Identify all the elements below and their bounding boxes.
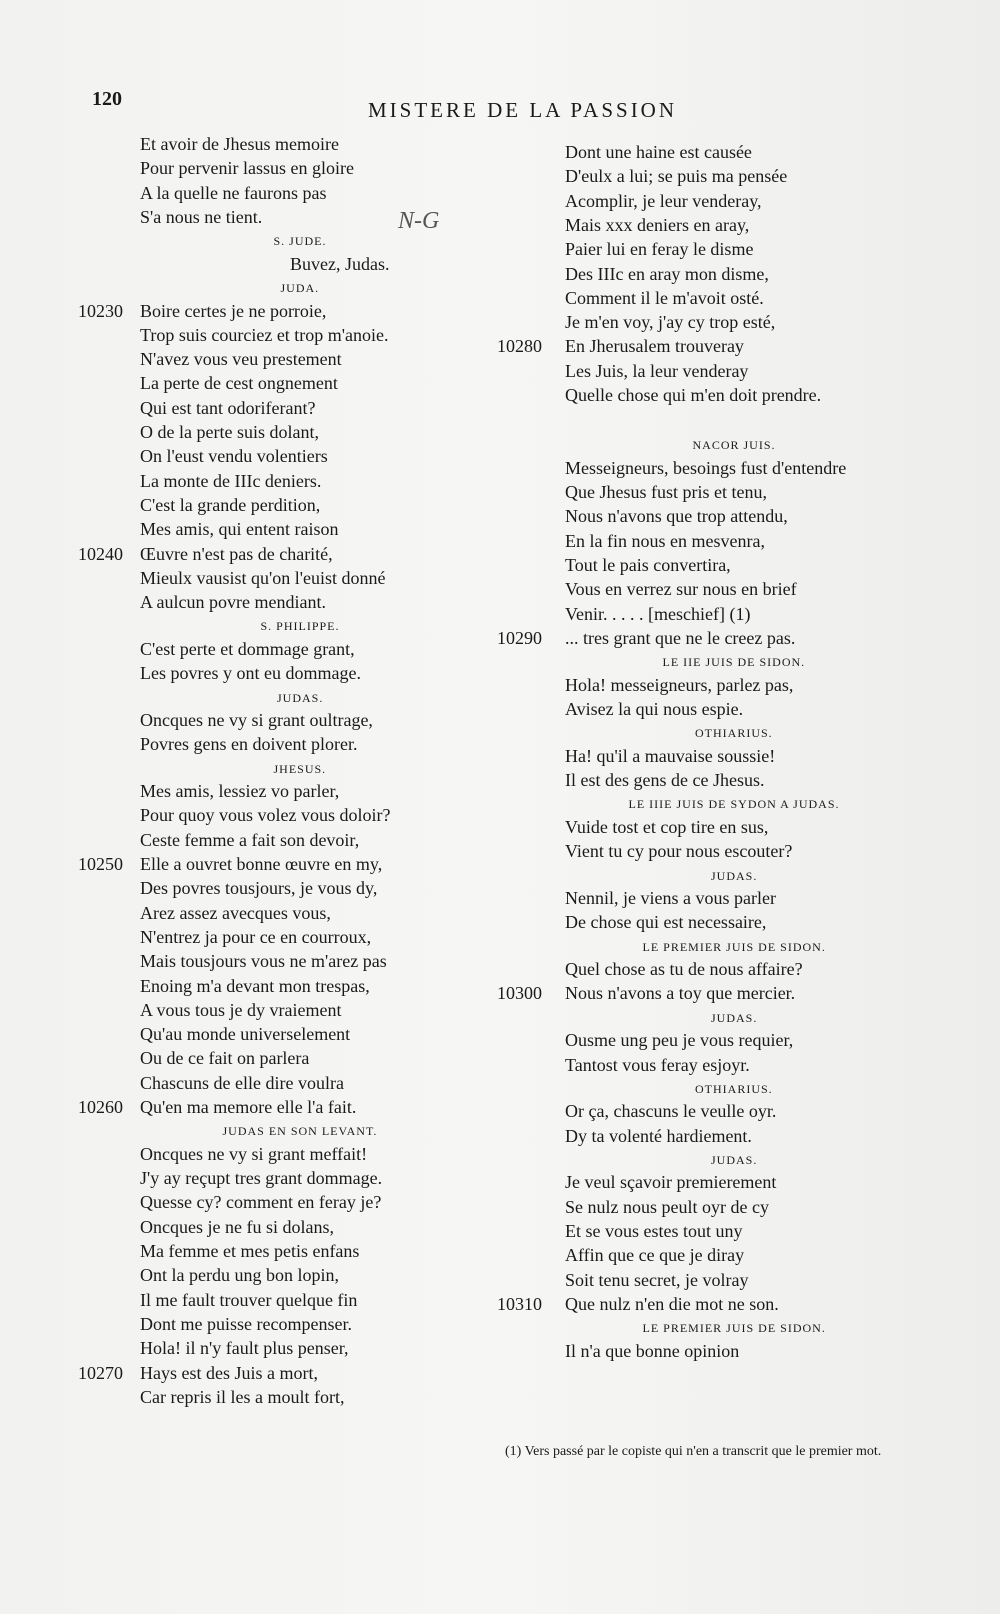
line-number: 10260	[78, 1097, 123, 1117]
verse-line: Dy ta volenté hardiement.	[565, 1125, 752, 1146]
verse-line: Des IIIc en aray mon disme,	[565, 263, 769, 284]
line-number: 10300	[497, 983, 542, 1004]
verse-line: Comment il le m'avoit osté.	[565, 287, 764, 308]
verse-line: Tout le pais convertira,	[565, 555, 731, 575]
speaker-heading: NACOR JUIS.	[692, 438, 776, 453]
line-number: 10290	[497, 627, 542, 648]
verse-line: Hola! il n'y fault plus penser,	[140, 1338, 349, 1359]
speaker-heading: S. JUDE.	[273, 234, 327, 249]
verse-line: Mais xxx deniers en aray,	[565, 214, 750, 235]
verse-line: Buvez, Judas.	[290, 253, 390, 274]
speaker-heading: LE PREMIER JUIS DE SIDON.	[642, 939, 826, 954]
verse-line: Chascuns de elle dire voulra	[140, 1072, 344, 1093]
verse-line: Venir. . . . . [meschief] (1)	[565, 603, 751, 624]
verse-line: Dont me puisse recompenser.	[140, 1313, 352, 1334]
verse-line: Messeigneurs, besoings fust d'entendre	[565, 457, 847, 478]
speaker-heading: OTHIARIUS.	[695, 1081, 773, 1096]
verse-line: La monte de IIIc deniers.	[140, 470, 322, 491]
footnote: (1) Vers passé par le copiste qui n'en a transcrit que le premier mot.	[505, 1444, 882, 1459]
verse-line: Ousme ung peu je vous requier,	[565, 1030, 794, 1051]
verse-line: Soit tenu secret, je volray	[565, 1269, 749, 1290]
verse-line: Tantost vous feray esjoyr.	[565, 1054, 750, 1075]
verse-line: Nennil, je viens a vous parler	[565, 888, 776, 908]
verse-line: Je veul sçavoir premierement	[565, 1172, 777, 1193]
speaker-heading: OTHIARIUS.	[695, 726, 773, 741]
verse-line: Mais tousjours vous ne m'arez pas	[140, 951, 387, 972]
verse-line: Avisez la qui nous espie.	[565, 699, 744, 719]
verse-line: Mes amis, qui entent raison	[140, 519, 339, 540]
verse-line: N'entrez ja pour ce en courroux,	[140, 926, 372, 947]
verse-line: Oncques je ne fu si dolans,	[140, 1216, 334, 1237]
verse-line: C'est perte et dommage grant,	[140, 638, 355, 659]
speaker-heading: JUDAS.	[711, 868, 758, 883]
verse-line: Nous n'avons que trop attendu,	[565, 506, 788, 527]
verse-line: Qui est tant odoriferant?	[140, 397, 316, 418]
verse-line: Or ça, chascuns le veulle oyr.	[565, 1101, 777, 1122]
verse-line: Hola! messeigneurs, parlez pas,	[565, 674, 794, 695]
speaker-heading: JUDAS.	[711, 1152, 758, 1167]
verse-line: Car repris il les a moult fort,	[140, 1386, 345, 1407]
verse-line: Enoing m'a devant mon trespas,	[140, 975, 370, 996]
verse-line: O de la perte suis dolant,	[140, 422, 319, 442]
verse-line: La perte de cest ongnement	[140, 373, 338, 394]
verse-line: Et se vous estes tout uny	[565, 1221, 743, 1241]
verse-line: Acomplir, je leur venderay,	[565, 190, 762, 211]
verse-line: Ou de ce fait on parlera	[140, 1048, 310, 1069]
verse-line: Que nulz n'en die mot ne son.	[565, 1293, 779, 1314]
line-number: 10270	[78, 1362, 123, 1383]
verse-line: Dont une haine est causée	[565, 142, 752, 162]
verse-line: Qu'en ma memore elle l'a fait.	[140, 1097, 357, 1117]
verse-line: Vient tu cy pour nous escouter?	[565, 841, 793, 862]
line-number: 10250	[78, 854, 123, 874]
speaker-heading: LE IIE JUIS DE SIDON.	[662, 655, 806, 670]
speaker-heading: S. PHILIPPE.	[260, 619, 340, 634]
verse-line: Il est des gens de ce Jhesus.	[565, 770, 765, 791]
line-number: 10280	[497, 336, 542, 357]
verse-line: Les Juis, la leur venderay	[565, 360, 749, 381]
verse-line: Ha! qu'il a mauvaise soussie!	[565, 745, 776, 766]
verse-line: Trop suis courciez et trop m'anoie.	[140, 324, 389, 345]
speaker-heading: JUDA.	[280, 281, 320, 295]
verse-line: D'eulx a lui; se puis ma pensée	[565, 166, 788, 187]
verse-line: Vous en verrez sur nous en brief	[565, 579, 797, 600]
verse-line: J'y ay reçupt tres grant dommage.	[140, 1168, 383, 1189]
verse-line: On l'eust vendu volentiers	[140, 446, 328, 467]
verse-line: Affin que ce que je diray	[565, 1245, 745, 1266]
verse-line: Se nulz nous peult oyr de cy	[565, 1196, 769, 1217]
verse-line: Oncques ne vy si grant meffait!	[140, 1143, 368, 1164]
verse-line: N'avez vous veu prestement	[140, 349, 342, 370]
verse-line: Pour pervenir lassus en gloire	[140, 158, 354, 179]
verse-line: C'est la grande perdition,	[140, 494, 321, 515]
verse-line: Il me fault trouver quelque fin	[140, 1289, 358, 1310]
page-number: 120	[92, 88, 122, 110]
verse-line: Qu'au monde universelement	[140, 1024, 351, 1045]
verse-line: En Jherusalem trouveray	[565, 336, 744, 357]
line-number: 10310	[497, 1293, 542, 1314]
verse-line: Vuide tost et cop tire en sus,	[565, 816, 769, 837]
verse-line: Je m'en voy, j'ay cy trop esté,	[565, 312, 776, 333]
verse-line: Arez assez avecques vous,	[140, 902, 331, 923]
line-number: 10230	[78, 300, 123, 321]
verse-line: Elle a ouvret bonne œuvre en my,	[140, 854, 383, 874]
verse-line: Œuvre n'est pas de charité,	[140, 543, 333, 564]
verse-line: Ma femme et mes petis enfans	[140, 1241, 360, 1261]
verse-line: Quesse cy? comment en feray je?	[140, 1192, 382, 1213]
verse-line: Nous n'avons a toy que mercier.	[565, 983, 796, 1004]
verse-line: A la quelle ne faurons pas	[140, 182, 327, 203]
speaker-heading: JUDAS.	[277, 690, 324, 705]
verse-line: Mieulx vausist qu'on l'euist donné	[140, 567, 386, 588]
speaker-heading: JUDAS EN SON LEVANT.	[222, 1124, 378, 1139]
verse-line: Oncques ne vy si grant oultrage,	[140, 710, 373, 730]
verse-line: Il n'a que bonne opinion	[565, 1340, 740, 1361]
running-title: MISTERE DE LA PASSION	[368, 98, 678, 122]
verse-line: Ont la perdu ung bon lopin,	[140, 1265, 339, 1286]
verse-line: Que Jhesus fust pris et tenu,	[565, 482, 767, 503]
speaker-heading: JUDAS.	[711, 1010, 758, 1025]
verse-line: Et avoir de Jhesus memoire	[140, 134, 339, 154]
verse-line: ... tres grant que ne le creez pas.	[565, 627, 796, 648]
verse-line: En la fin nous en mesvenra,	[565, 530, 765, 551]
verse-line: Ceste femme a fait son devoir,	[140, 829, 360, 850]
verse-line: Quelle chose qui m'en doit prendre.	[565, 385, 822, 405]
verse-line: A aulcun povre mendiant.	[140, 592, 326, 613]
verse-line: Paier lui en feray le disme	[565, 239, 754, 260]
speaker-heading: JHESUS.	[273, 761, 327, 776]
verse-line: De chose qui est necessaire,	[565, 912, 767, 933]
speaker-heading: LE PREMIER JUIS DE SIDON.	[642, 1321, 826, 1336]
verse-line: Povres gens en doivent plorer.	[140, 734, 358, 755]
verse-line: Les povres y ont eu dommage.	[140, 663, 361, 684]
verse-line: Hays est des Juis a mort,	[140, 1362, 318, 1383]
verse-line: Quel chose as tu de nous affaire?	[565, 959, 803, 980]
verse-line: S'a nous ne tient.	[140, 206, 263, 227]
verse-line: A vous tous je dy vraiement	[140, 999, 342, 1020]
verse-line: Boire certes je ne porroie,	[140, 300, 327, 321]
verse-line: Pour quoy vous volez vous doloir?	[140, 805, 391, 826]
handwritten-annotation: N-G	[398, 208, 440, 234]
speaker-heading: LE IIIE JUIS DE SYDON A JUDAS.	[628, 797, 840, 812]
verse-line: Mes amis, lessiez vo parler,	[140, 781, 340, 802]
line-number: 10240	[78, 543, 123, 564]
verse-line: Des povres tousjours, je vous dy,	[140, 878, 378, 899]
